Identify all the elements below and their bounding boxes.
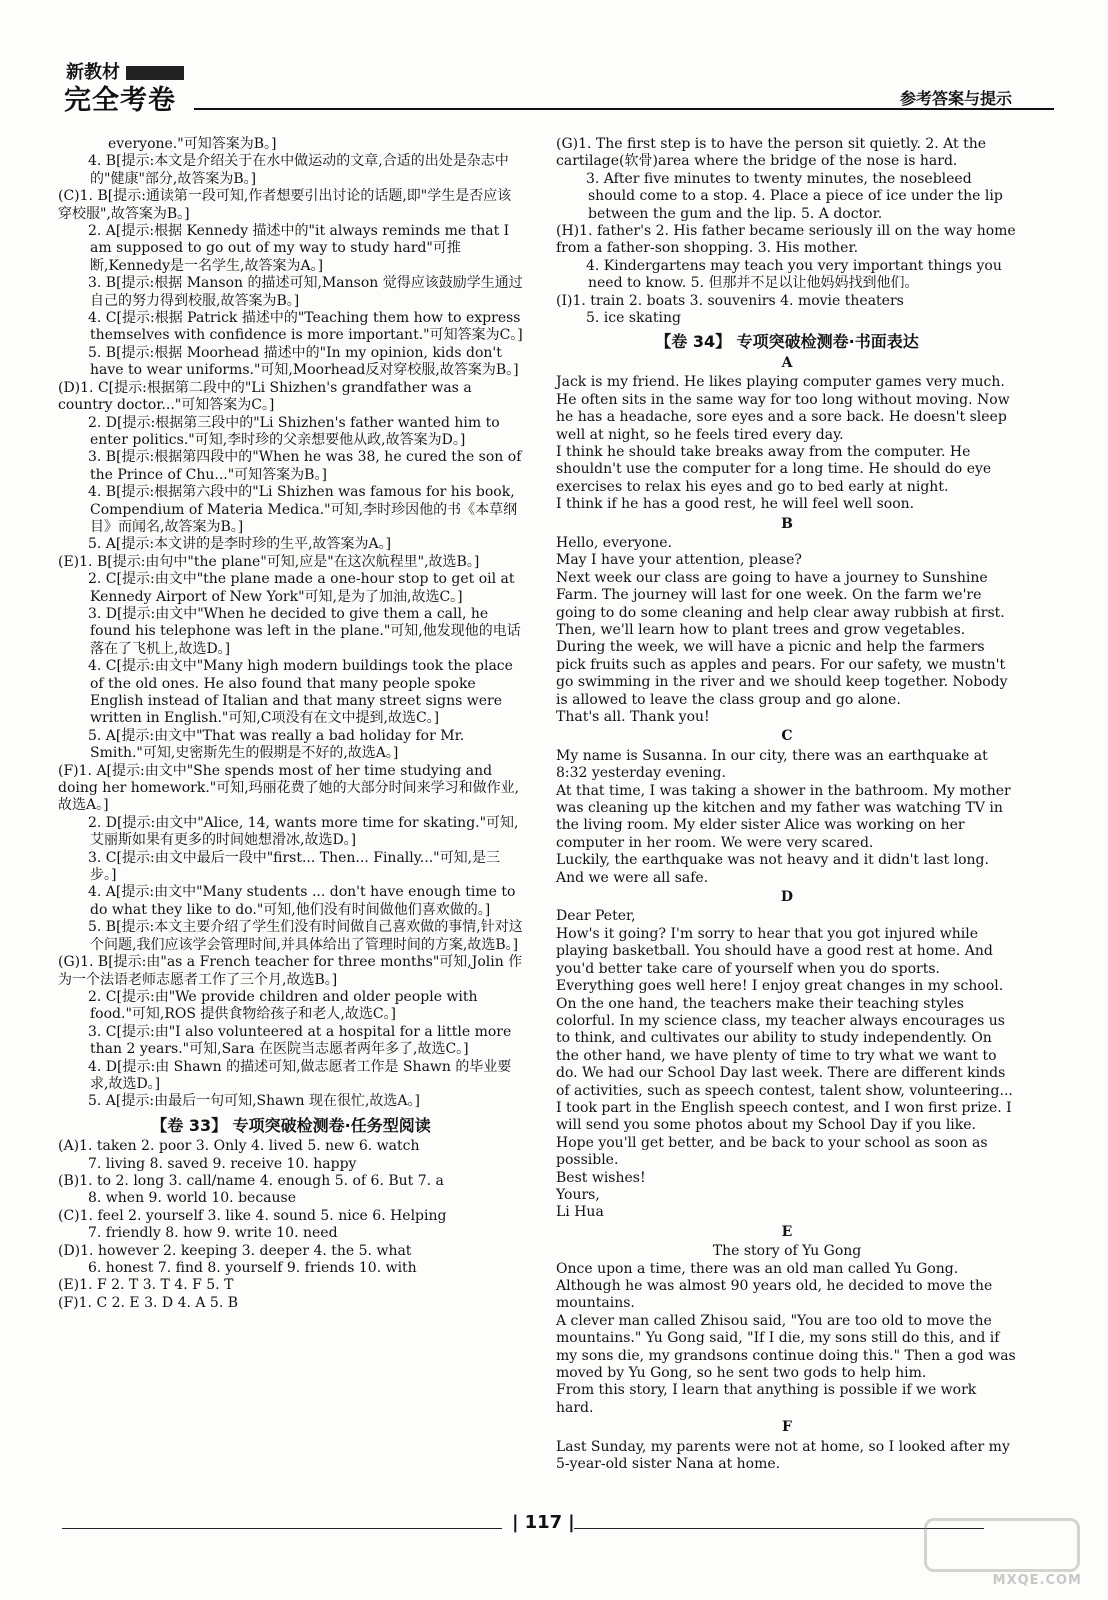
answer-line: (D)1. C[提示:根据第二段中的"Li Shizhen's grandfather was a country doctor..."可知答案为C。] <box>58 379 472 414</box>
answer-line: Last Sunday, my parents were not at home, so I looked after my 5-year-old sister Nana at home. <box>556 1438 1010 1473</box>
answer-line: 4. Kindergartens may teach you very important things you need to know. 5. 但那并不足以让他妈妈找到他们。 <box>586 257 1002 292</box>
answer-line: Jack is my friend. He likes playing computer games very much. He often sits in the same way for too long without moving. Now he has a headache, sore eyes and a sore back. He doesn't sleep well at night, so he feels tired every day. <box>556 374 1010 443</box>
answer-line: 3. C[提示:由文中最后一段中"first... Then... Finally..."可知,是三步。] <box>88 849 501 884</box>
section-heading: 【卷 33】 专项突破检测卷·任务型阅读 <box>151 1115 431 1135</box>
subsection-letter: C <box>781 728 793 745</box>
answer-line: 2. C[提示:由文中"the plane made a one-hour stop to get oil at Kennedy Airport of New York"可知,是为了加油,故选C。] <box>88 571 515 605</box>
answer-line: I think if he has a good rest, he will feel well soon. <box>556 496 915 513</box>
watermark <box>918 1512 1088 1592</box>
answer-line: Hope you'll get better, and be back to your school as soon as possible. <box>556 1134 988 1169</box>
answer-line: Once upon a time, there was an old man called Yu Gong. Although he was almost 90 years old, he decided to move the mountains. <box>556 1260 993 1312</box>
answer-line: At that time, I was taking a shower in the bathroom. My mother was cleaning up the kitchen and my father was watching TV in the living room. My elder sister Alice was working on her computer in her room. We were very scared. <box>556 782 1011 851</box>
answer-line: That's all. Thank you! <box>556 709 710 725</box>
answer-line: (E)1. B[提示:由句中"the plane"可知,应是"在这次航程里",故选B。] <box>58 553 480 570</box>
brand-main: 完全考卷 <box>64 85 176 116</box>
answer-line: (A)1. taken 2. poor 3. Only 4. lived 5. new 6. watch <box>58 1138 420 1155</box>
answer-line: My name is Susanna. In our city, there was an earthquake at 8:32 yesterday evening. <box>556 747 988 782</box>
answer-line: (I)1. train 2. boats 3. souvenirs 4. movie theaters <box>556 292 904 309</box>
right-column <box>556 136 1018 1473</box>
subsection-letter: A <box>781 354 793 371</box>
answer-line: 3. After five minutes to twenty minutes, the nosebleed should come to a stop. 4. Place a piece of ice under the lip between the gum and the lip. 5. A doctor. <box>586 170 1003 222</box>
answer-line: 8. when 9. world 10. because <box>88 1190 296 1207</box>
footer-rule-left <box>62 1528 502 1529</box>
answer-line: Li Hua <box>556 1204 604 1221</box>
subsection-letter: F <box>782 1419 792 1436</box>
answer-line: 5. B[提示:根据 Moorhead 描述中的"In my opinion, kids don't have to wear uniforms."可知,Moorhead反对穿校服,故答案为B。] <box>88 344 519 379</box>
answer-line: Hello, everyone. <box>556 534 673 551</box>
answer-line: 7. friendly 8. how 9. write 10. need <box>88 1225 338 1242</box>
answer-line: 4. B[提示:根据第六段中的"Li Shizhen was famous for his book, Compendium of Materia Medica."可知,李时珍因他的书《本草纲目》而闻名,故答案为B。] <box>88 484 518 535</box>
answer-line: (F)1. A[提示:由文中"She spends most of her time studying and doing her homework."可知,玛丽花费了她的大部分时间来学习和做作业,故选A。] <box>58 762 520 814</box>
watermark-logo-icon <box>924 1518 1080 1572</box>
answer-line: 5. B[提示:本文主要介绍了学生们没有时间做自己喜欢做的事情,针对这个问题,我们应该学会管理时间,并具体给出了管理时间的方案,故选B。] <box>88 919 523 953</box>
answer-line: 3. D[提示:由文中"When he decided to give them a call, he found his telephone was left in the plane."可知,他发现他的电话落在了飞机上,故选D。] <box>88 605 521 657</box>
answer-line: How's it going? I'm sorry to hear that you got injured while playing basketball. You should have a good rest at home. And you'd better take care of yourself when you do sports. <box>556 925 993 977</box>
answer-line: 2. D[提示:根据第三段中的"Li Shizhen's father wanted him to enter politics."可知,李时珍的父亲想要他从政,故答案为D。] <box>88 414 500 448</box>
subsection-letter: E <box>781 1223 793 1240</box>
answer-line: 3. B[提示:根据 Manson 的描述可知,Manson 觉得应该鼓励学生通过自己的努力得到校服,故答案为B。] <box>88 275 523 309</box>
answer-line: A clever man called Zhisou said, "You are too old to move the mountains." Yu Gong said, "If I die, my sons still do this, and if my sons die, my grandsons continue doing this." Then a god was moved by Yu Gong, so he sent two gods to help him. <box>556 1312 1016 1382</box>
answer-line: 4. B[提示:本文是介绍关于在水中做运动的文章,合适的出处是杂志中的"健康"部分,故答案为B。] <box>88 153 509 187</box>
answer-line: Everything goes well here! I enjoy great changes in my school. On the one hand, the teachers make their teaching styles colorful. In my science class, my teacher always encourages us to think, and cultivates our ability to study independently. On the other hand, we have plenty of time to try what we want to do. We had our School Day last week. There are different kinds of activities, such as speech contest, talent show, volunteering... I took part in the English speech contest, and I won first prize. I will send you some photos about my School Day if you like. <box>556 978 1013 1134</box>
page-header <box>0 0 1108 116</box>
answer-line: everyone."可知答案为B。] <box>108 136 277 152</box>
subsection-letter: D <box>780 889 794 906</box>
answer-line: 4. A[提示:由文中"Many students ... don't have enough time to do what they like to do."可知,他们没有时间做他们喜欢做的。] <box>88 884 516 918</box>
answer-line: 2. C[提示:由"We provide children and older people with food."可知,ROS 提供食物给孩子和老人,故选C。] <box>88 988 478 1023</box>
left-column <box>58 136 524 1312</box>
answer-line: From this story, I learn that anything is possible if we work hard. <box>556 1382 977 1416</box>
answer-line: (E)1. F 2. T 3. T 4. F 5. T <box>58 1277 234 1294</box>
answer-line: 4. C[提示:根据 Patrick 描述中的"Teaching them how to express themselves with confidence is more important."可知答案为C。] <box>88 310 523 344</box>
answer-line: I think he should take breaks away from the computer. He shouldn't use the computer for a long time. He should do eye exercises to relax his eyes and go to bed early at night. <box>556 443 992 495</box>
answer-line: (C)1. feel 2. yourself 3. like 4. sound 5. nice 6. Helping <box>58 1207 447 1224</box>
answer-line: 2. D[提示:由文中"Alice, 14, wants more time for skating."可知,艾丽斯如果有更多的时间她想滑冰,故选D。] <box>88 814 519 849</box>
answer-line: 3. B[提示:根据第四段中的"When he was 38, he cured the son of the Prince of Chu..."可知答案为B。] <box>88 449 522 483</box>
answer-line: Best wishes! <box>556 1169 646 1186</box>
answer-line: Luckily, the earthquake was not heavy and it didn't last long. And we were all safe. <box>556 852 989 886</box>
answer-line: 3. C[提示:由"I also volunteered at a hospital for a little more than 2 years."可知,Sara 在医院当志愿者两年多了,故选C。] <box>88 1023 512 1058</box>
answer-line: 5. ice skating <box>586 310 681 327</box>
subsection-letter: B <box>781 515 793 532</box>
answer-line: (G)1. B[提示:由"as a French teacher for three months"可知,Jolin 作为一个法语老师志愿者工作了三个月,故选B。] <box>58 954 523 988</box>
page-number: | 117 | <box>506 1512 581 1533</box>
answer-line: Next week our class are going to have a journey to Sunshine Farm. The journey will last for one week. On the farm we're going to do some cleaning and help clear away rubbish at first. Then, we'll learn how to plant trees and grow vegetables. During the week, we will have a picnic and help the farmers pick fruits such as apples and pears. For our safety, we mustn't go swimming in the river and we should keep together. Nobody is allowed to leave the class group and go alone. <box>556 569 1008 708</box>
answer-line: 4. D[提示:由 Shawn 的描述可知,做志愿者工作是 Shawn 的毕业要求,故选D。] <box>88 1058 512 1092</box>
answer-line: (F)1. C 2. E 3. D 4. A 5. B <box>58 1294 239 1311</box>
section-heading: 【卷 34】 专项突破检测卷·书面表达 <box>655 332 919 352</box>
answer-line: 2. A[提示:根据 Kennedy 描述中的"it always reminds me that I am supposed to go out of my way to study hard"可推断,Kennedy是一名学生,故答案为A。] <box>88 223 510 274</box>
answer-line: (G)1. The first step is to have the person sit quietly. 2. At the cartilage(软骨)area where the bridge of the nose is hard. <box>556 136 987 170</box>
answer-line: (C)1. B[提示:通读第一段可知,作者想要引出讨论的话题,即"学生是否应该穿校服",故答案为B。] <box>58 188 512 222</box>
answer-line: 6. honest 7. find 8. yourself 9. friends 10. with <box>88 1260 417 1276</box>
answer-line: Yours, <box>556 1186 600 1203</box>
answer-line: 4. C[提示:由文中"Many high modern buildings took the place of the old ones. He also found that many people spoke English instead of Italian and that many street signs were written in English."可知,C项没有在文中提到,故选C。] <box>88 658 513 727</box>
answer-line: 7. living 8. saved 9. receive 10. happy <box>88 1155 357 1172</box>
section-title: 参考答案与提示 <box>899 89 1012 108</box>
brand-small-text: 新教材 <box>66 62 120 83</box>
answer-line: (B)1. to 2. long 3. call/name 4. enough 5. of 6. But 7. a <box>58 1172 444 1189</box>
answer-line: Dear Peter, <box>556 908 636 925</box>
answer-line: May I have your attention, please? <box>556 552 802 569</box>
answer-line: 5. A[提示:由最后一句可知,Shawn 现在很忙,故选A。] <box>88 1093 420 1110</box>
answer-line: (H)1. father's 2. His father became seriously ill on the way home from a father-son shopping. 3. His mother. <box>556 223 1016 257</box>
watermark-text: MXQE.COM <box>992 1573 1082 1588</box>
answer-line: The story of Yu Gong <box>712 1243 862 1260</box>
answer-line: 5. A[提示:本文讲的是李时珍的生平,故答案为A。] <box>88 536 392 553</box>
answer-line: (D)1. however 2. keeping 3. deeper 4. the 5. what <box>58 1242 412 1259</box>
answer-line: 5. A[提示:由文中"That was really a bad holiday for Mr. Smith."可知,史密斯先生的假期是不好的,故选A。] <box>88 727 465 762</box>
